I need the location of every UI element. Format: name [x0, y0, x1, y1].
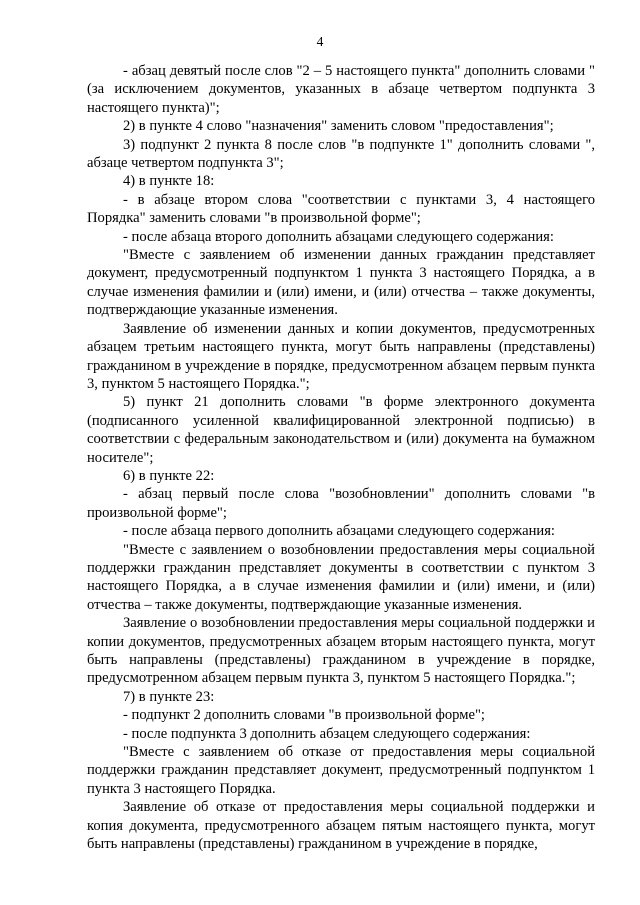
paragraph: - после абзаца первого дополнить абзацами следующего содержания:	[123, 523, 555, 540]
paragraph: 3) подпункт 2 пункта 8 после слов "в подпункте 1" дополнить словами ", абзаце четвертом подпункта 3";	[87, 136, 595, 172]
paragraph: "Вместе с заявлением о возобновлении предоставления меры социальной поддержки гражданин представляет документы в соответствии с пунктом 3 настоящего Порядка, а в случае изменения фамилии и (или) имени, и (или) отчества – также документы, подтверждающие указанные изменения.	[87, 541, 595, 613]
paragraph: - подпункт 2 дополнить словами "в произвольной форме";	[123, 707, 485, 724]
paragraph: - в абзаце втором слова "соответствии с пунктами 3, 4 настоящего Порядка" заменить словами "в произвольной форме";	[87, 191, 595, 227]
paragraph: 6) в пункте 22:	[123, 467, 215, 484]
paragraph: 5) пункт 21 дополнить словами "в форме электронного документа (подписанного усиленной квалифицированной электронной подписью) в соответствии с федеральным законодательством и (или) документа на бумажном носителе";	[87, 394, 595, 466]
paragraph: - абзац первый после слова "возобновлении" дополнить словами "в произвольной форме";	[87, 486, 595, 521]
paragraph: 2) в пункте 4 слово "назначения" заменить словом "предоставления";	[123, 118, 554, 135]
paragraph: "Вместе с заявлением об отказе от предоставления меры социальной поддержки гражданин представляет документ, предусмотренный подпунктом 1 пункта 3 настоящего Порядка.	[87, 744, 595, 797]
paragraph: 4) в пункте 18:	[123, 173, 215, 190]
paragraph: 7) в пункте 23:	[123, 688, 215, 705]
paragraph: - после подпункта 3 дополнить абзацем следующего содержания:	[123, 725, 531, 742]
paragraph: Заявление об отказе от предоставления меры социальной поддержки и копия документа, предусмотренного абзацем пятым настоящего пункта, могут быть направлены (представлены) гражданином в учреждение в порядке,	[87, 799, 595, 853]
paragraph: - после абзаца второго дополнить абзацами следующего содержания:	[123, 228, 554, 245]
paragraph: "Вместе с заявлением об изменении данных гражданин представляет документ, предусмотренный подпунктом 1 пункта 3 настоящего Порядка, а в случае изменения фамилии и (или) имени, и (или) отчества – также документы, подтверждающие указанные изменения.	[87, 247, 595, 319]
paragraph: Заявление об изменении данных и копии документов, предусмотренных абзацем третьим настоящего пункта, могут быть направлены (представлены) гражданином в учреждение в порядке, предусмотренном абзацем первым пункта 3, пунктом 5 настоящего Порядка.";	[87, 320, 595, 392]
page-number: 4	[316, 34, 324, 49]
document-body	[87, 62, 595, 853]
paragraph: Заявление о возобновлении предоставления меры социальной поддержки и копии документов, предусмотренных абзацем вторым настоящего пункта, могут быть направлены (представлены) гражданином в учреждение в порядке, предусмотренном абзацем первым пункта 3, пунктом 5 настоящего Порядка.";	[87, 615, 595, 687]
paragraph: - абзац девятый после слов "2 – 5 настоящего пункта" дополнить словами "(за исключением документов, указанных в абзаце четвертом подпункта 3 настоящего пункта)";	[87, 63, 595, 116]
